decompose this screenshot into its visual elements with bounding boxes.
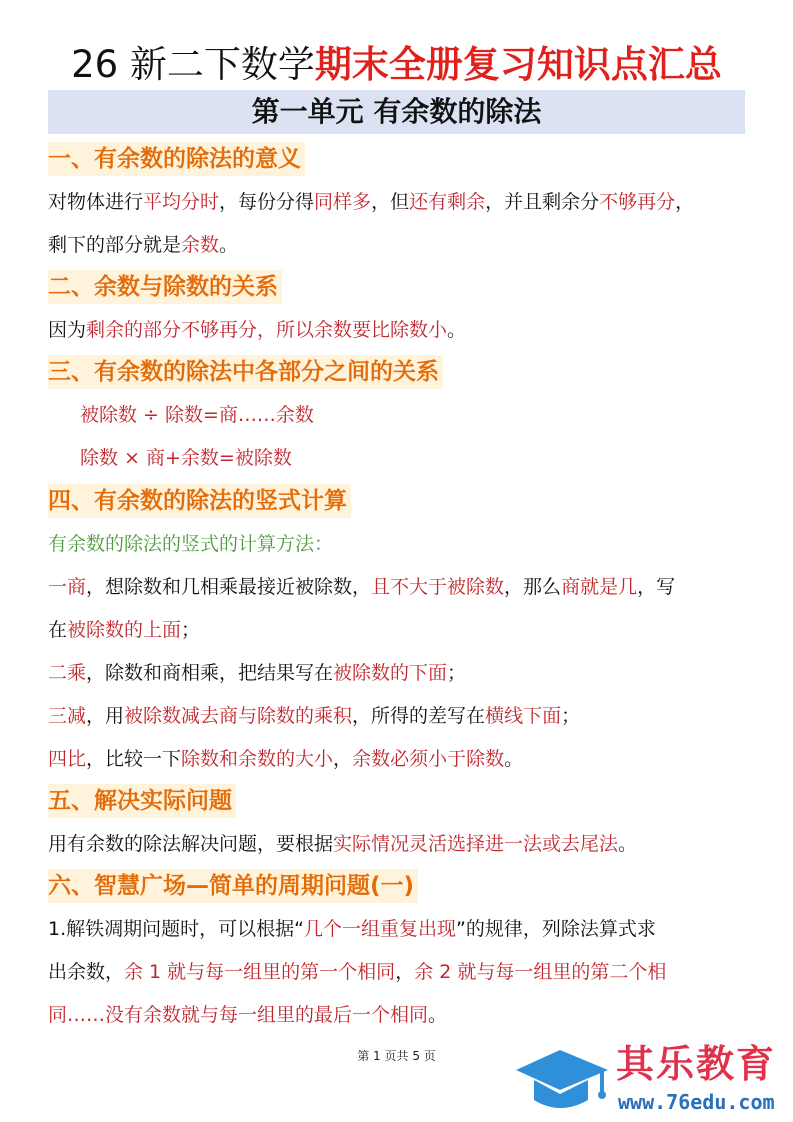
unit-title: 第一单元 有余数的除法 xyxy=(48,90,745,134)
graduation-cap-icon xyxy=(508,1040,618,1120)
formula-2: 除数 × 商+余数=被除数 xyxy=(80,447,292,469)
brand-name: 其乐教育 xyxy=(616,1042,777,1086)
s1-line-2: 剩下的部分就是余数。 xyxy=(48,234,239,256)
s4-step2: 二乘，除数和商相乘，把结果写在被除数的下面； xyxy=(48,662,467,684)
title-highlight: 期末全册复习知识点汇总 xyxy=(314,43,722,86)
section-heading-3: 三、有余数的除法中各部分之间的关系 xyxy=(48,355,443,389)
section-heading-1: 一、有余数的除法的意义 xyxy=(48,142,305,176)
s4-step3: 三减，用被除数减去商与除数的乘积，所得的差写在横线下面； xyxy=(48,705,581,727)
s6-line-1: 1.解铁凋期问题时，可以根据“几个一组重复出现”的规律，列除法算式求 xyxy=(48,918,656,940)
page-title xyxy=(0,40,793,90)
s5-line-1: 用有余数的除法解决问题，要根据实际情况灵活选择进一法或去尾法。 xyxy=(48,833,638,855)
s6-line-2: 出余数，余 1 就与每一组里的第一个相同，余 2 就与每一组里的第二个相 xyxy=(48,961,667,983)
title-prefix: 26 新二下数学 xyxy=(71,43,315,86)
s4-step4: 四比，比较一下除数和余数的大小，余数必须小于除数。 xyxy=(48,748,524,770)
page-footer: 第 1 页共 5 页 xyxy=(357,1049,436,1063)
s4-step1-a: 一商，想除数和几相乘最接近被除数，且不大于被除数，那么商就是几，写 xyxy=(48,576,676,598)
section-heading-5: 五、解决实际问题 xyxy=(48,784,236,818)
section-heading-4: 四、有余数的除法的竖式计算 xyxy=(48,484,351,518)
s2-line-1: 因为剩余的部分不够再分，所以余数要比除数小。 xyxy=(48,319,467,341)
brand-url: www.76edu.com xyxy=(618,1090,775,1114)
s4-step1-b: 在被除数的上面； xyxy=(48,619,201,641)
section-heading-6: 六、智慧广场—简单的周期问题(一) xyxy=(48,869,418,903)
section-heading-2: 二、余数与除数的关系 xyxy=(48,270,282,304)
brand-logo xyxy=(508,1040,788,1120)
formula-1: 被除数 ÷ 除数=商……余数 xyxy=(80,404,314,426)
s1-line-1: 对物体进行平均分时，每份分得同样多，但还有剩余，并且剩余分不够再分， xyxy=(48,191,695,213)
s6-line-3: 同……没有余数就与每一组里的最后一个相同。 xyxy=(48,1004,448,1026)
s4-intro: 有余数的除法的竖式的计算方法： xyxy=(48,533,334,555)
